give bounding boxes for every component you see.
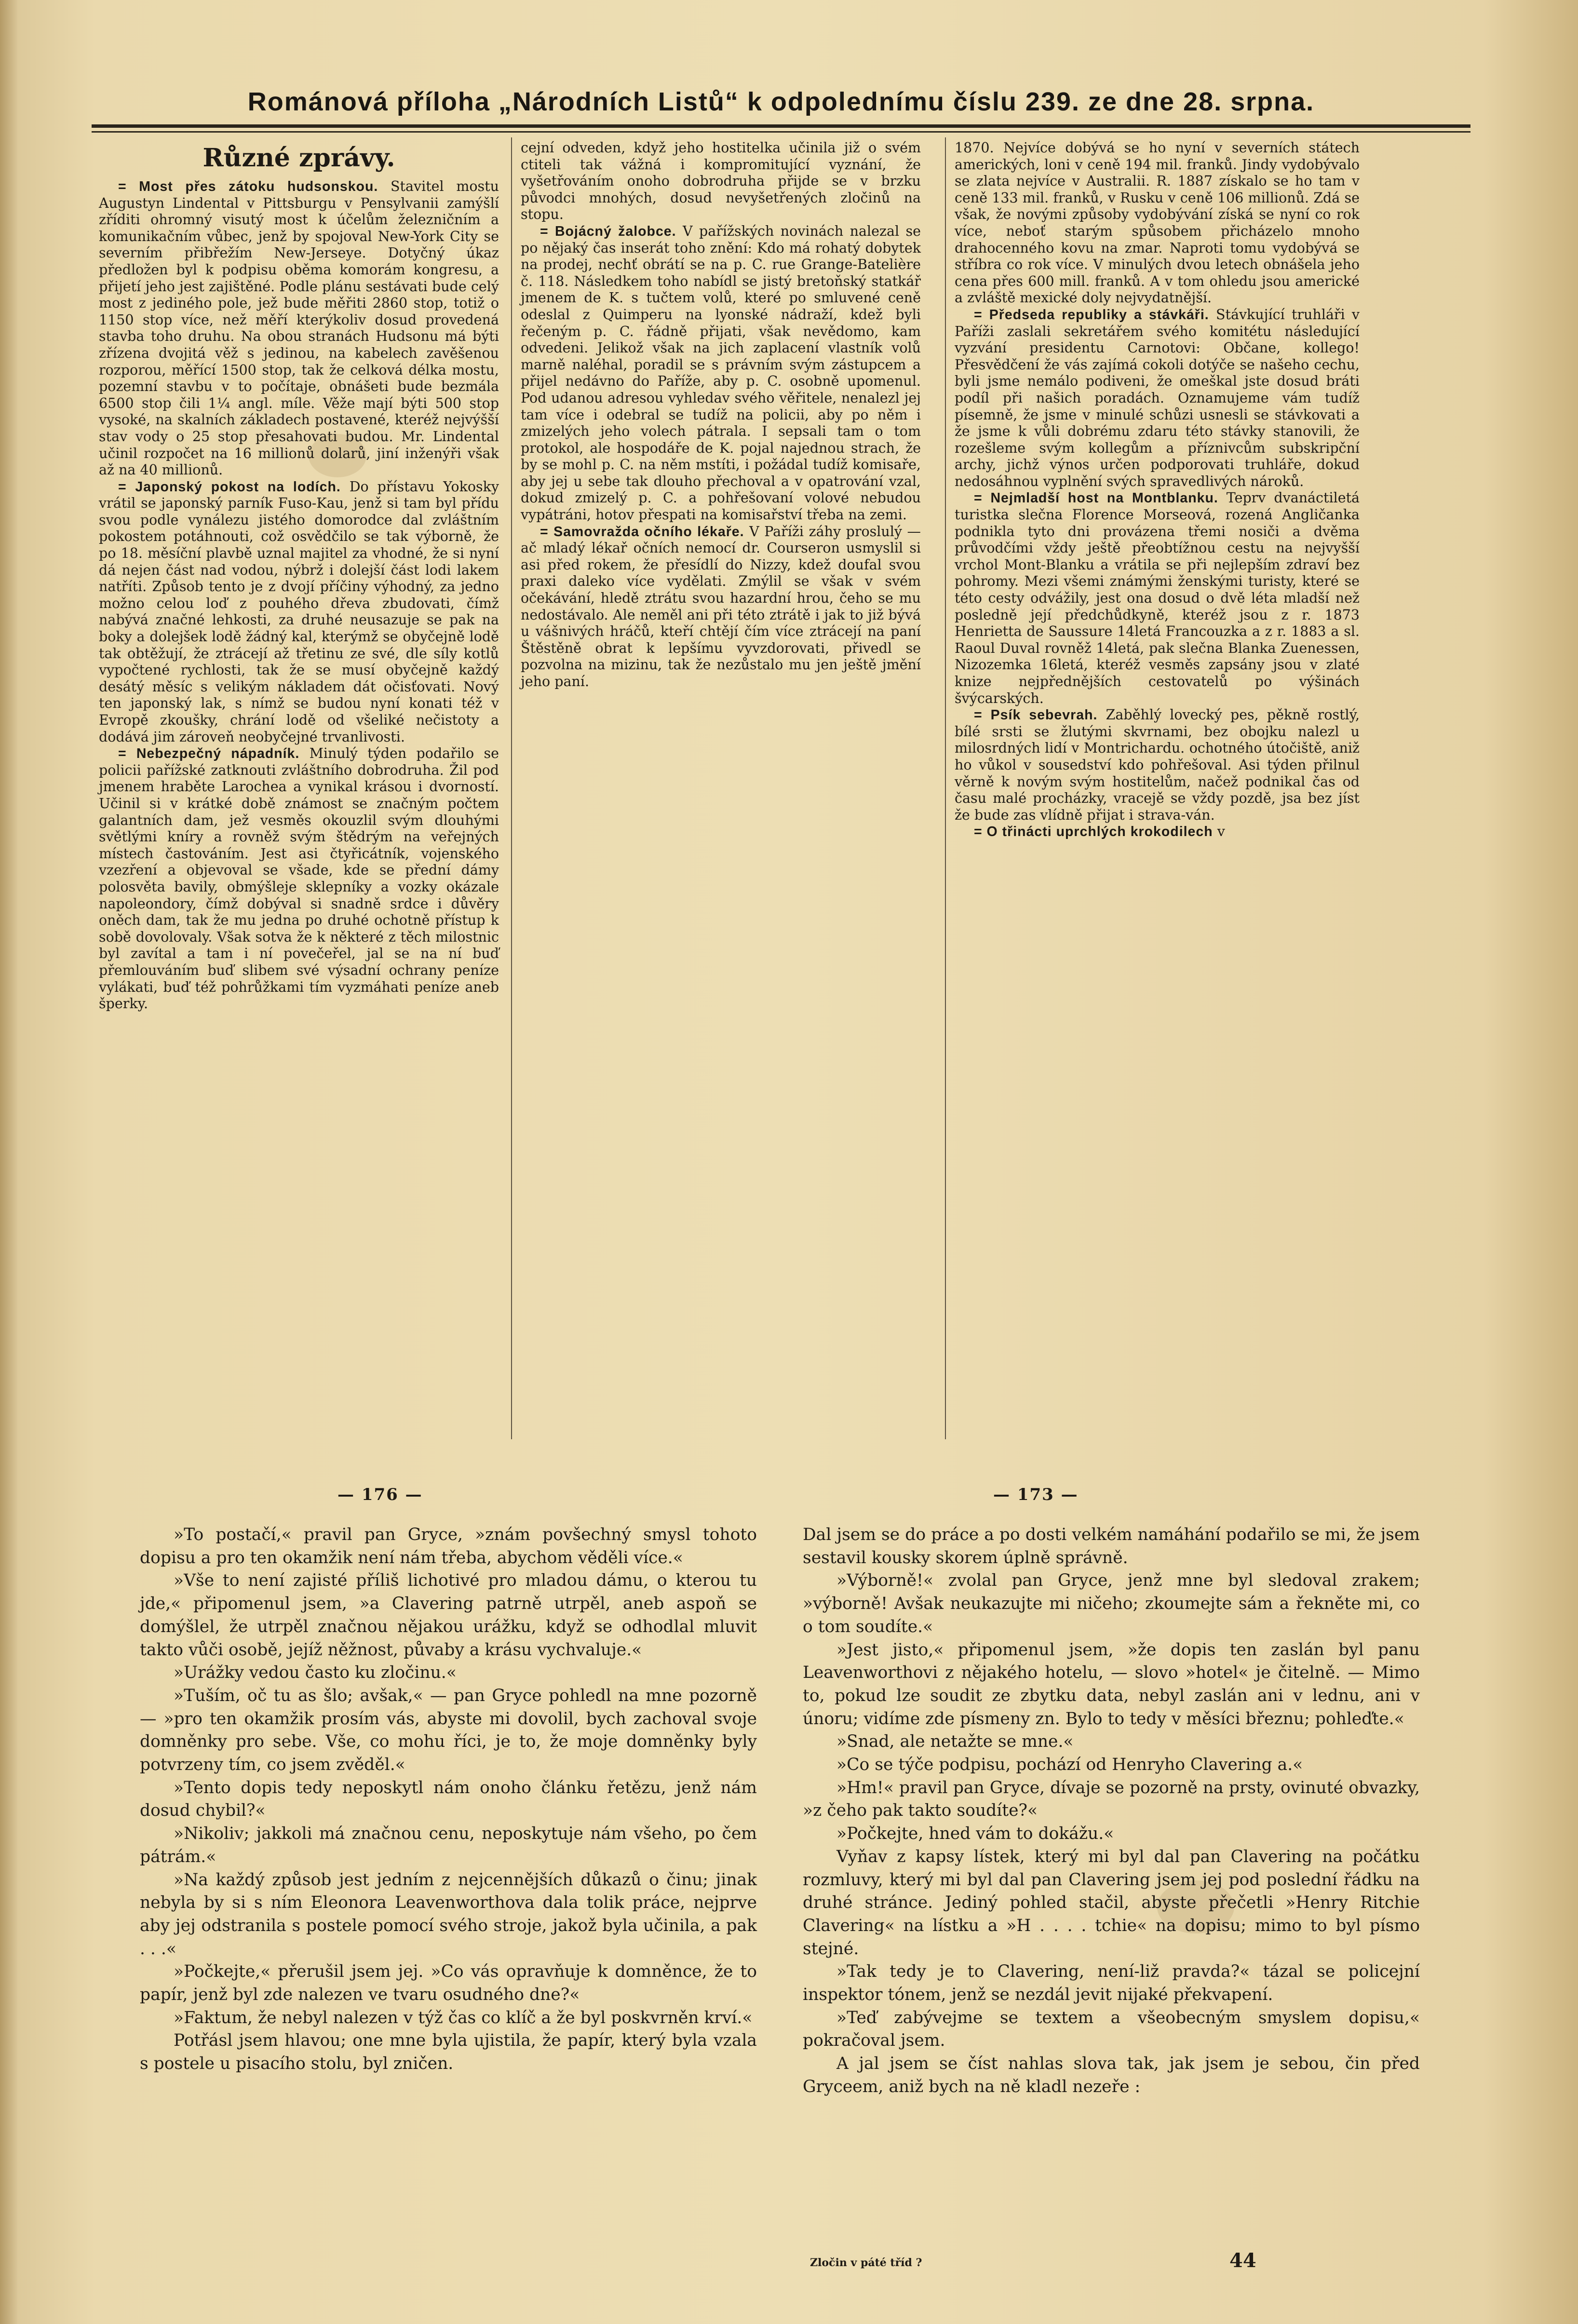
section-title: Různé zprávy. <box>202 143 395 173</box>
page-number-right: — 173 — <box>993 1485 1079 1504</box>
news-headline: = Nebezpečný nápadník. <box>118 746 300 762</box>
news-item <box>955 707 1360 824</box>
story-paragraph: Vyňav z kapsy lístek, který mi byl dal pan Clavering na počátku rozmluvy, který mi byl dal pan Clavering jsem jej pod poslední řádku na druhé stránce. Jediný pohled stačil, abyste přečetli »Henry Ritchie Clavering« na lístku a »H . . . . tchie« na dopisu; mimo to byl písmo stejné. <box>803 1847 1420 1959</box>
news-column-1 <box>99 140 499 1013</box>
news-item <box>955 824 1360 840</box>
story-paragraph: »Co se týče podpisu, pochází od Henryho Clavering a.« <box>836 1755 1303 1775</box>
story-paragraph: »Počkejte, hned vám to dokážu.« <box>836 1824 1114 1844</box>
story-column-left <box>140 1524 757 2076</box>
news-text: Teprv dvanáctiletá turistka slečna Florence Morseová, rozená Angličanka podnikla tyto dni provázena třemi nosiči a dvěma průvodčími vždy ještě přeobtížnou cestu na nejvyšší vrchol Mont-Blanku a vrátila se při nejlepším zdraví bez pohromy. Mezi všemi známými ženskými turisty, které se této cesty odvážily, jest ona dosud o dvě léta mladší než posledně její předchůdkyně, kteréž jsou z r. 1873 Henrietta de Saussure 14letá Francouzka a z r. 1883 a sl. Raoul Duval rovněž 14letá, pak slečna Blanka Zuenessen, Nizozemka 16letá, kteréž vesměs zapsány jsou v zlaté knize nejpřednějších cestovatelů po výšinách švýcarských. <box>955 490 1360 706</box>
story-paragraph: »Na každý způsob jest jedním z nejcennějších důkazů o činu; jinak nebyla by si s ním Eleonora Leavenworthova dala tolik práce, nejprve aby jej odstranila s postele pomocí svého stroje, jakož byla učinila, a pak . . .« <box>140 1870 757 1959</box>
printer-signature: Zločin v páté tříd ? <box>810 2256 922 2269</box>
news-column-2 <box>521 140 921 690</box>
story-paragraph: Potřásl jsem hlavou; one mne byla ujistila, že papír, který byla vzala s postele u pisacího stolu, byl zničen. <box>140 2031 757 2074</box>
news-headline: = Bojácný žalobce. <box>540 223 676 239</box>
news-text: Do přístavu Yokosky vrátil se japonský parník Fuso-Kau, jenž si tam byl přídu svou podle vynálezu jistého domorodce dal zvláštním pokostem potáhnouti, což osvědčilo se tak výborně, že po 18. měsíční plavbě uznal majitel za vhodné, že si nyní dá nejen část nad vodou, nýbrž i dolejší část lodi lakem natříti. Způsob tento je z dvojí příčiny výhodný, za jedno možno celou loď z pouhého dřeva zbudovati, čímž nabývá značné lehkosti, za druhé neusazuje se pak na boky a dolejšek lodě žádný kal, kterýmž se obyčejně lodě tak obtěžují, že ztrácejí až třetinu ze své, dle síly kotlů vypočtené rychlosti, tak že se musí obyčejně každý desátý měsíc s velikým nákladem dát očisťovati. Nový ten japonský lak, s nímž se budou nyní konati též v Evropě zkoušky, chrání lodě od všeliké nečistoty a dodává jim zároveň neobyčejné trvanlivosti. <box>99 478 499 745</box>
news-item <box>955 307 1360 490</box>
news-headline: = Japonský pokost na lodích. <box>118 479 341 495</box>
column-divider <box>945 137 946 1439</box>
news-item <box>955 140 1360 307</box>
folio-number: 44 <box>1229 2249 1256 2272</box>
news-text: v <box>1213 824 1225 840</box>
news-text: V pařížských novinách nalezal se po nějaký čas inserát toho znění: Kdo má rohatý dobytek na prodej, nechť obrátí se na p. C. rue Grange-Batelière č. 118. Následkem toho nabídl se jistý bretoňský statkář jmenem de K. s tučtem volů, které po smluvené ceně odeslal z Quimperu na lyonské nádraží, kdež byli řečeným p. C. řádně přijati, však nevědomo, kam odvedeni. Jelikož však na jich zaplacení vlastník volů marně naléhal, poradil se s právním svým zástupcem a přijel nedávno do Paříže, aby p. C. osobně upomenul. Pod udanou adresou vyhledav svého věřitele, nenalezl jej tam více i odebral se tudíž na policii, aby po něm i zmizelých jeho volech pátrala. I sepsali tam o tom protokol, ale hospodáře de K. pojal najednou strach, že by se mohl p. C. na něm mstíti, i požádal tudíž komisaře, aby jej u sebe tak dlouho přechoval a v opatrování vzal, dokud zmizelý p. C. a pohřešovaní volové nebudou vypátráni, hotov přespati na komisařství třeba na zemi. <box>521 223 921 523</box>
news-headline: = Samovražda očního lékaře. <box>540 524 744 540</box>
header-rule <box>92 124 1470 128</box>
story-paragraph: »Nikoliv; jakkoli má značnou cenu, neposkytuje nám všeho, po čem pátrám.« <box>140 1824 757 1866</box>
story-paragraph: Dal jsem se do práce a po dosti velkém namáhání podařilo se mi, že jsem sestavil kousky skorem úplně správně. <box>803 1525 1420 1567</box>
story-column-right <box>803 1524 1420 2099</box>
page-number-left: — 176 — <box>337 1485 423 1504</box>
news-item <box>521 140 921 223</box>
news-headline: = Předseda republiky a stávkáři. <box>974 307 1209 323</box>
news-item <box>99 479 499 746</box>
news-text: V Paříži záhy proslulý — ač mladý lékař očních nemocí dr. Courseron usmyslil si asi před rokem, že přesídlí do Nizzy, kdež doufal svou praxi daleko více vydělati. Zmýlil se však v svém očekávání, hledě ztrátu svou hazardní hrou, čeho se mu nedostávalo. Ale neměl ani při této ztrátě i jak to již bývá u vášnivých hráčů, kteří chtějí čím více ztrácejí na paní Štěstěně obrat k lepšímu vyvzdorovati, přivedl se pozvolna na mizinu, tak že nezůstalo mu jen ještě jmění jeho paní. <box>521 523 921 689</box>
story-paragraph: »Snad, ale netažte se mne.« <box>836 1732 1074 1752</box>
news-text: Stávkující truhláři v Paříži zaslali sekretářem svého komitétu následující vyzvání presidentu Carnotovi: Občane, kollego! Přesvědčení že vás zajímá cokoli dotýče se našeho cechu, byli jsme nemálo podiveni, že omeškal jste dosud bráti podíl při našich poradách. Oznamujeme vám tudíž písemně, že jsme v minulé schůzi usnesli se stávkovati a že jsme k vůli dobrému zdaru této stávky stanovili, že rozešleme svým kollegům a příznivcům subskripční archy, jichž výnos určen podporovati truhláře, dokud nedosáhnou vyplnění svých spravedlivých nároků. <box>955 306 1360 489</box>
news-text: cejní odveden, když jeho hostitelka učinila již o svém ctiteli tak vážná i kompromitující vyznání, že vyšetřováním onoho dobrodruha přijde se v brzku původci mnohých, dosud nevyšetřených zločinů na stopu. <box>521 140 921 223</box>
news-headline: = O třinácti uprchlých krokodilech <box>974 824 1213 840</box>
news-item <box>521 524 921 690</box>
story-paragraph: A jal jsem se číst nahlas slova tak, jak jsem je sebou, čin před Gryceem, aniž bych na ně kladl nezeře : <box>803 2054 1420 2096</box>
story-paragraph: »Vše to není zajisté příliš lichotivé pro mladou dámu, o kterou tu jde,« připomenul jsem, »a Clavering patrně utrpěl, aneb aspoň se domýšlel, že utrpěl značnou nějakou urážku, když se odhodlal mluvit takto vůči osobě, jejíž něžnost, půvaby a krásu vychvaluje.« <box>140 1571 757 1660</box>
story-paragraph: »Faktum, že nebyl nalezen v týž čas co klíč a že byl poskvrněn krví.« <box>174 2008 753 2027</box>
story-paragraph: »Výborně!« zvolal pan Gryce, jenž mne byl sledoval zrakem; »výborně! Avšak neukazujte mi ničeho; zkoumejte sám a řekněte mi, co o tom soudíte.« <box>803 1571 1420 1636</box>
story-paragraph: »Teď zabývejme se textem a všeobecným smyslem dopisu,« pokračoval jsem. <box>803 2008 1420 2051</box>
news-text: 1870. Nejvíce dobývá se ho nyní v severních státech amerických, loni v ceně 194 mil. franků. Jindy vydobývalo se zlata nejvíce v Australii. R. 1887 získalo se ho tam v ceně 133 mil. franků, v Rusku v ceně 106 millionů. Zdá se však, že novými způsoby vydobývání získá se nyní co rok více, neboť starým spůsobem přicházelo mnoho drahocenného kovu na zmar. Naproti tomu vydobývá se stříbra co rok více. V minulých dvou letech obnášela jeho cena přes 600 mill. franků. A v tom ohledu jsou americké a zvláště mexické doly nejvydatnější. <box>955 140 1360 306</box>
story-paragraph: »Hm!« pravil pan Gryce, dívaje se pozorně na prsty, ovinuté obvazky, »z čeho pak takto soudíte?« <box>803 1778 1420 1821</box>
story-paragraph: »Jest jisto,« připomenul jsem, »že dopis ten zaslán byl panu Leavenworthovi z nějakého hotelu, — slovo »hotel« je čitelně. — Mimo to, pokud lze soudit ze zbytku data, nebyl zaslán ani v lednu, ani v únoru; vidíme zde písmeny zn. Bylo to tedy v měsíci březnu; pohleďte.« <box>803 1640 1420 1729</box>
news-item <box>99 745 499 1013</box>
news-column-3 <box>955 140 1360 840</box>
news-headline: = Nejmladší host na Montblanku. <box>974 490 1218 506</box>
news-text: Minulý týden podařilo se policii pařížské zatknouti zvláštního dobrodruha. Žil pod jmenem hraběte Larochea a vynikal krásou i dvorností. Učinil si v krátké době známost se značným počtem galantních dam, jež vesměs okouzlil svým dlouhými světlými kníry a rovněž svým štědrým na veřejných místech častováním. Jest asi čtyřicátník, vojenského vzezření a objevoval se všade, kde se přední dámy polosvěta bavily, obmýšleje sklepníky a vozky okázale napoleondory, čímž dobýval si snadně srdce i důvěry oněch dam, tak že mu jedna po druhé ochotně přístup k sobě dovolovaly. Však sotva že k některé z těch milostnic byl zavítal a tam i ní povečeřel, jal se na ní buď přemlouváním buď slibem své výsadní ochrany peníze vylákati, buď též pohrůžkami tím vyzmáhati peníze aneb šperky. <box>99 745 499 1012</box>
news-item <box>521 223 921 524</box>
story-paragraph: »Tento dopis tedy neposkytl nám onoho článku řetězu, jenž nám dosud chybil?« <box>140 1778 757 1821</box>
binding-fold <box>0 0 17 2324</box>
news-text: Stavitel mostu Augustyn Lindental v Pittsburgu v Pensylvanii zamýšlí zříditi ohromný visutý most k účelům železničním a komunikačním vůbec, jenž by spojoval New-York City se severním přibřežím New-Jerseye. Dotyčný úkaz předložen byl k podpisu oběma komorám kongresu, a přijetí jeho jest zajištěné. Podle plánu sestávati bude celý most z jediného pole, jež bude měřiti 2860 stop, totiž o 1150 stop více, než měří kterýkoliv dosud provedená stavba toho druhu. Na obou stranách Hudsonu má býti zřízena dvojitá věž s jedinou, na kabelech zavěšenou rozporou, měřící 1500 stop, tak že celková délka mostu, pozemní stavbu v to počítaje, obnášeti bude bezmála 6500 stop čili 1¼ angl. míle. Věže mají býti 500 stop vysoké, na skalních základech postavené, kteréž nejvýšší stav vody o 25 stop přesahovati budou. Mr. Lindental učinil rozpočet na 16 millionů dolarů, jiní inženýři však až na 40 millionů. <box>99 178 499 478</box>
news-item <box>955 490 1360 707</box>
page-header: Románová příloha „Národních Listů“ k odpolednímu číslu 239. ze dne 28. srpna. <box>247 87 1315 116</box>
news-text: Zaběhlý lovecký pes, pěkně rostlý, bílé srsti se žlutými skvrnami, bez obojku nalezl u milosrdných lidí v Montrichardu. ochotného útočiště, aniž ho vůkol v sousedství kdo pohřešoval. Asi týden přilnul věrně k novým svým hostitelům, načež podnikal čas od času malé procházky, vracejě se vždy pozdě, jsa bez jíst že bude zas vlídně přijat i strava-ván. <box>955 707 1360 823</box>
header-rule <box>92 131 1470 133</box>
story-paragraph: »Počkejte,« přerušil jsem jej. »Co vás opravňuje k domněnce, že to papír, jenž byl zde nalezen ve tvaru osudného dne?« <box>140 1962 757 2005</box>
news-headline: = Most přes zátoku hudsonskou. <box>118 179 378 194</box>
story-paragraph: »Urážky vedou často ku zločinu.« <box>174 1663 457 1683</box>
story-paragraph: »Tuším, oč tu as šlo; avšak,« — pan Gryce pohledl na mne pozorně — »pro ten okamžik prosím vás, abyste mi dovolil, bych zachoval svoje domněnky pro sebe. Vše, co mohu říci, je to, že moje domněnky byly potvrzeny tím, co jsem zvěděl.« <box>140 1686 757 1775</box>
story-paragraph: »To postačí,« pravil pan Gryce, »znám povšechný smysl tohoto dopisu a pro ten okamžik není nám třeba, abychom věděli více.« <box>140 1525 757 1567</box>
story-paragraph: »Tak tedy je to Clavering, není-liž pravda?« tázal se policejní inspektor tónem, jenž se nezdál jevit nijaké překvapení. <box>803 1962 1420 2005</box>
column-divider <box>511 137 512 1439</box>
news-headline: = Psík sebevrah. <box>974 707 1098 723</box>
news-item <box>99 178 499 479</box>
